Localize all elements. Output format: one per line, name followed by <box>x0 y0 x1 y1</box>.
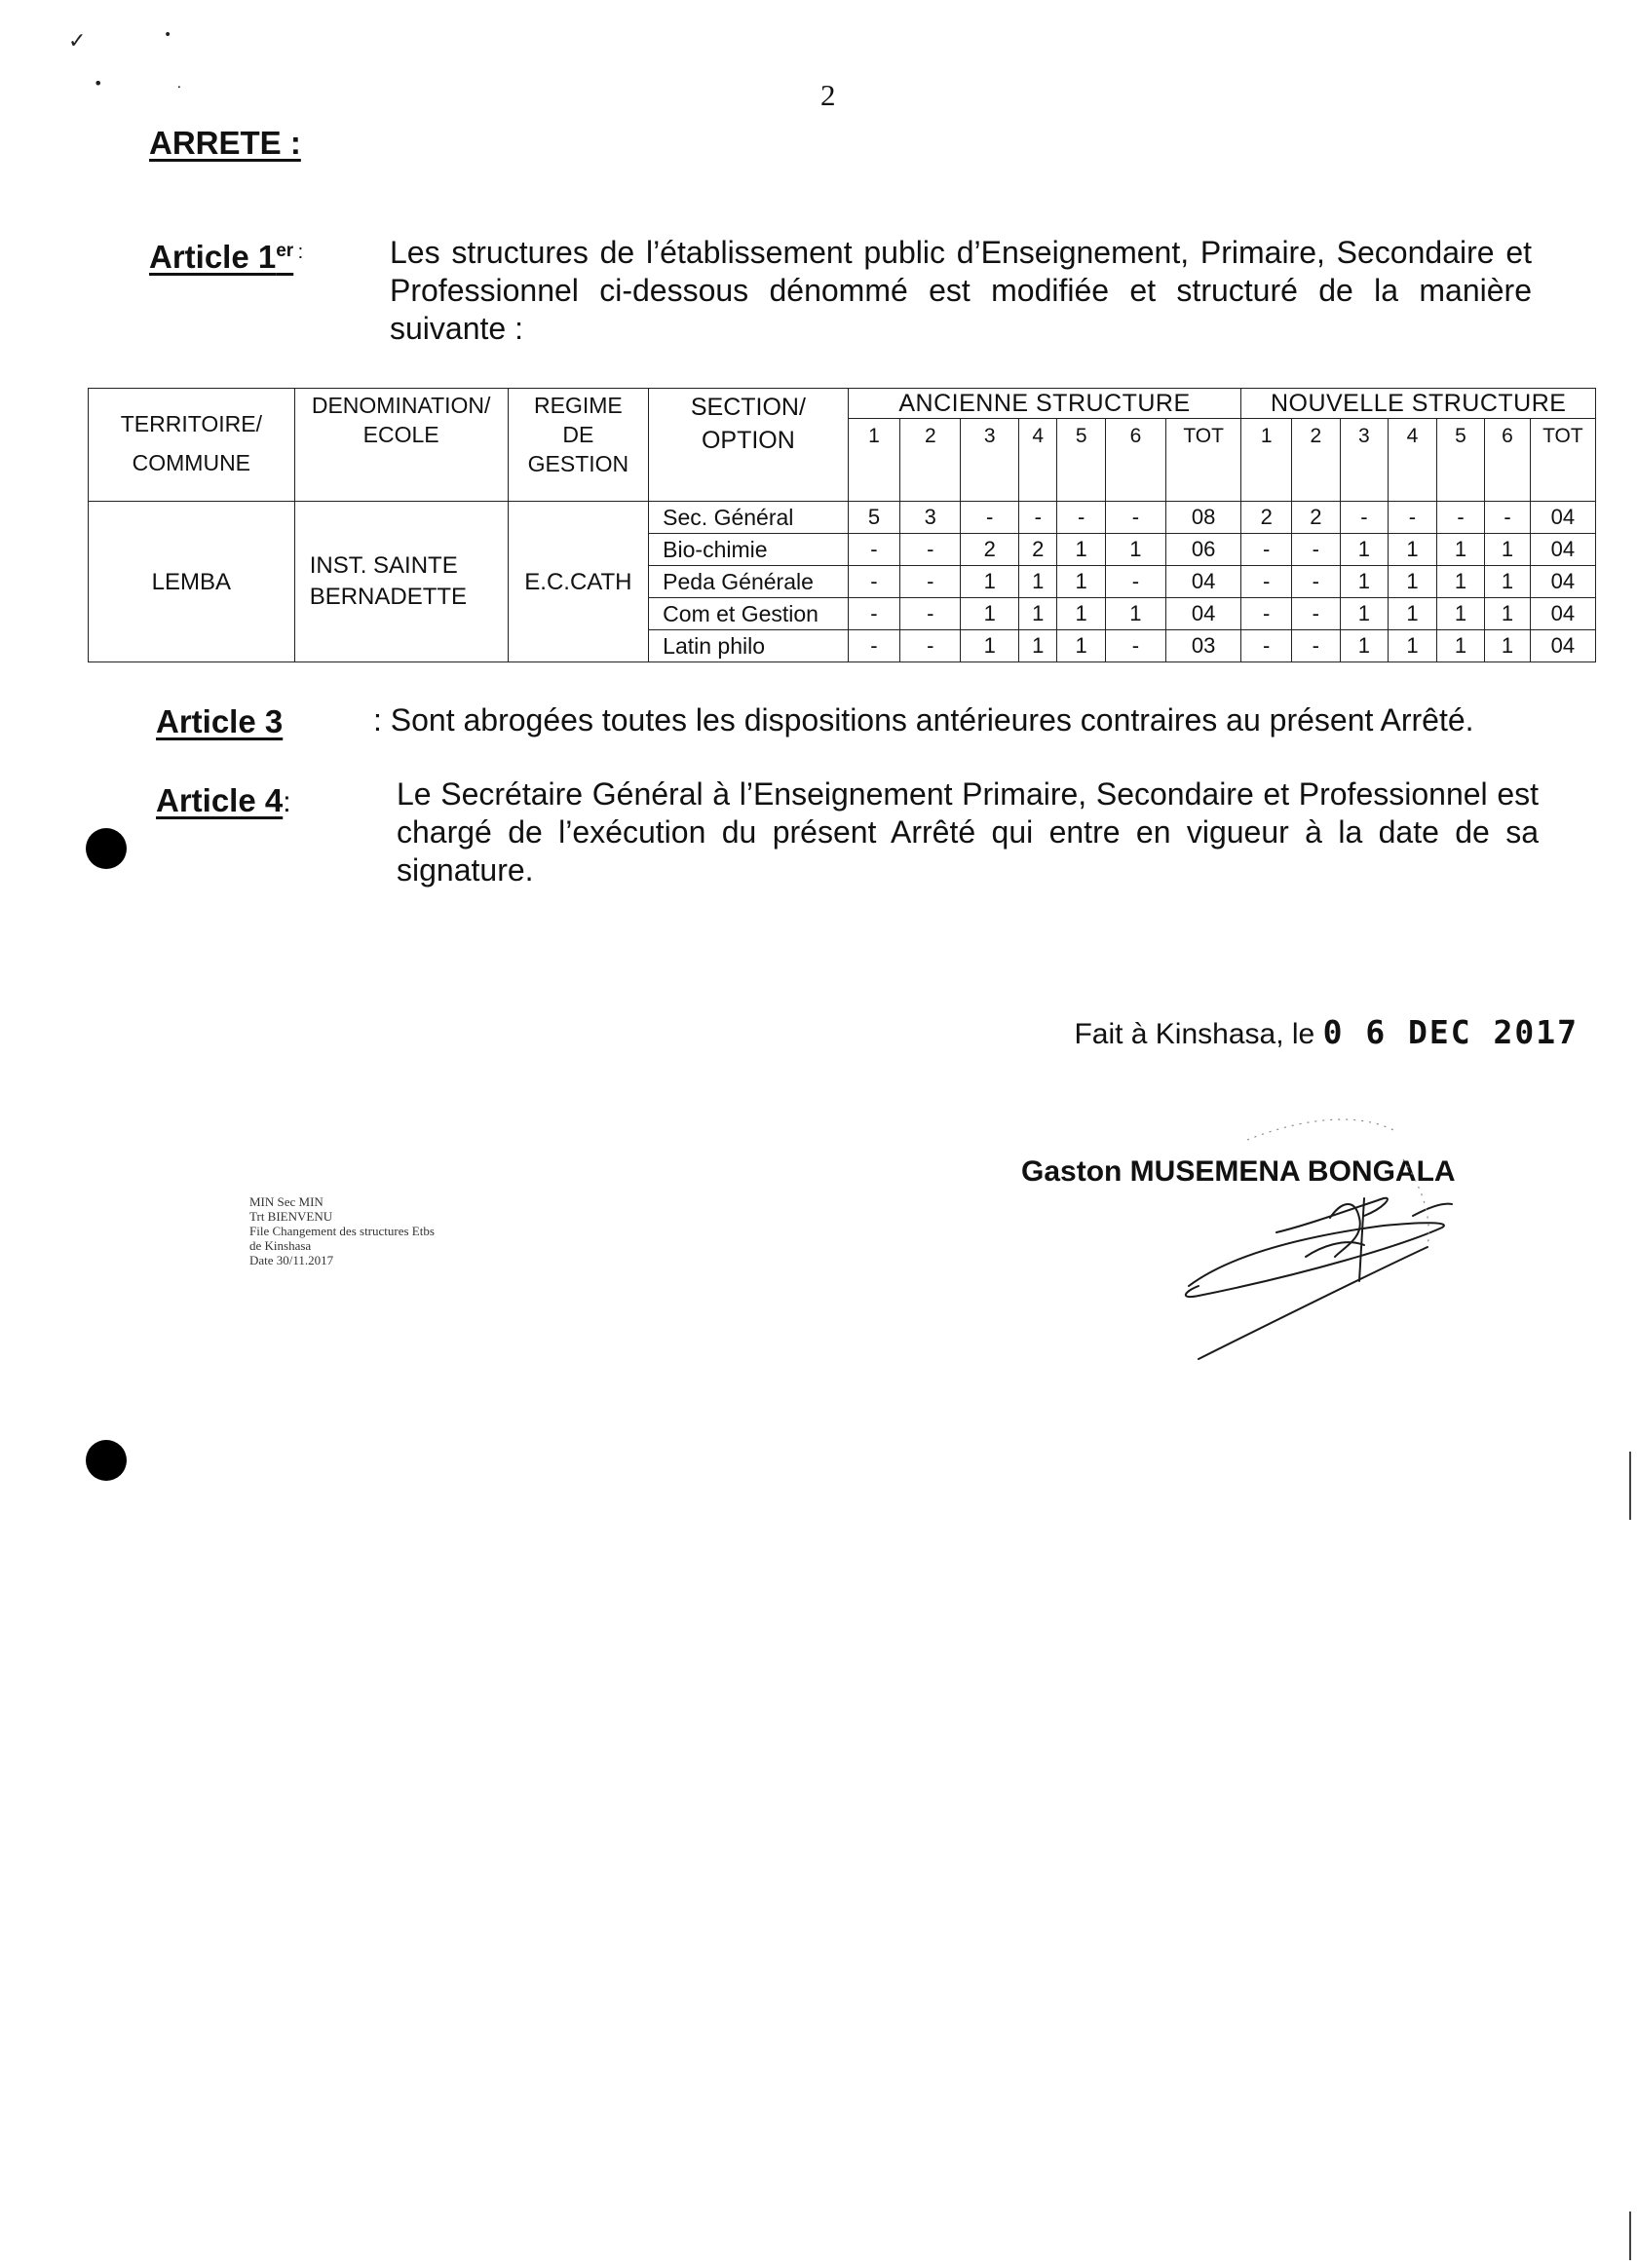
date-stamp: 0 6 DEC 2017 <box>1322 1013 1579 1051</box>
ecole-cell: INST. SAINTE BERNADETTE <box>294 502 508 662</box>
article-3-label: Article 3 <box>156 703 284 739</box>
nouvelle-cell: 1 <box>1389 566 1437 598</box>
ancienne-cell: - <box>848 566 900 598</box>
article-1-text: Les structures de l’établissement public d’Enseignement, Primaire, Secondaire et Professionnel ci-dessous dénommé est modifiée et structuré de la manière suivante : <box>390 235 1532 346</box>
reference-line: MIN Sec MIN <box>249 1194 324 1209</box>
nouvelle-cell: - <box>1292 598 1341 630</box>
nouvelle-cell: 1 <box>1389 598 1437 630</box>
ancienne-total-cell: 08 <box>1165 502 1241 534</box>
ancienne-cell: 1 <box>961 630 1019 662</box>
ancienne-cell: - <box>848 598 900 630</box>
signer-name: Gaston MUSEMENA BONGALA <box>1021 1155 1456 1188</box>
header-year: 5 <box>1436 419 1485 502</box>
nouvelle-cell: - <box>1389 502 1437 534</box>
header-year: 4 <box>1389 419 1437 502</box>
option-cell: Com et Gestion <box>649 598 848 630</box>
ancienne-total-cell: 03 <box>1165 630 1241 662</box>
header-section: SECTION/ OPTION <box>649 389 848 502</box>
option-cell: Peda Générale <box>649 566 848 598</box>
ancienne-cell: - <box>848 534 900 566</box>
ancienne-cell: 1 <box>1105 598 1165 630</box>
nouvelle-cell: - <box>1241 534 1292 566</box>
ancienne-cell: 2 <box>1019 534 1057 566</box>
decree-heading: ARRETE : <box>149 125 301 161</box>
ancienne-cell: - <box>1105 630 1165 662</box>
nouvelle-cell: - <box>1436 502 1485 534</box>
nouvelle-cell: 1 <box>1340 598 1389 630</box>
header-year: 2 <box>900 419 961 502</box>
ancienne-cell: 1 <box>1019 630 1057 662</box>
header-year: 3 <box>1340 419 1389 502</box>
ancienne-total-cell: 06 <box>1165 534 1241 566</box>
ancienne-cell: 1 <box>1057 566 1106 598</box>
nouvelle-cell: 1 <box>1340 566 1389 598</box>
header-territoire: TERRITOIRE/ COMMUNE <box>89 389 295 502</box>
header-ancienne-structure: ANCIENNE STRUCTURE <box>848 389 1241 419</box>
punch-hole <box>86 1440 127 1481</box>
ancienne-cell: 1 <box>1105 534 1165 566</box>
regime-cell: E.C.CATH <box>508 502 649 662</box>
ancienne-cell: 3 <box>900 502 961 534</box>
nouvelle-cell: 1 <box>1436 566 1485 598</box>
signature <box>1160 1101 1510 1374</box>
nouvelle-cell: 1 <box>1485 566 1530 598</box>
header-denomination: DENOMINATION/ ECOLE <box>294 389 508 502</box>
territoire-cell: LEMBA <box>89 502 295 662</box>
reference-line: de Kinshasa <box>249 1238 312 1253</box>
structure-table <box>88 388 1596 662</box>
reference-block <box>249 1194 435 1267</box>
header-year: 6 <box>1485 419 1530 502</box>
header-year: 3 <box>961 419 1019 502</box>
scan-edge <box>1629 2211 1631 2260</box>
ancienne-cell: 2 <box>961 534 1019 566</box>
header-total: TOT <box>1165 419 1241 502</box>
header-year: 5 <box>1057 419 1106 502</box>
nouvelle-total-cell: 04 <box>1530 566 1595 598</box>
ancienne-cell: - <box>848 630 900 662</box>
header-total: TOT <box>1530 419 1595 502</box>
scan-edge <box>1629 1452 1631 1520</box>
ancienne-cell: 1 <box>1019 566 1057 598</box>
nouvelle-cell: - <box>1292 566 1341 598</box>
nouvelle-cell: 1 <box>1485 630 1530 662</box>
nouvelle-total-cell: 04 <box>1530 502 1595 534</box>
nouvelle-cell: 1 <box>1485 598 1530 630</box>
header-year: 2 <box>1292 419 1341 502</box>
ancienne-cell: - <box>900 534 961 566</box>
header-regime: REGIME DE GESTION <box>508 389 649 502</box>
nouvelle-cell: - <box>1241 598 1292 630</box>
ancienne-cell: 1 <box>961 566 1019 598</box>
nouvelle-cell: 1 <box>1340 630 1389 662</box>
nouvelle-cell: 1 <box>1436 598 1485 630</box>
article-4-text: Le Secrétaire Général à l’Enseignement Primaire, Secondaire et Professionnel est chargé de l’exécution du présent Arrêté qui entre en vigueur à la date de sa signature. <box>397 776 1539 888</box>
scan-mark: • <box>164 27 172 43</box>
nouvelle-cell: - <box>1292 630 1341 662</box>
nouvelle-cell: 1 <box>1340 534 1389 566</box>
header-year: 1 <box>1241 419 1292 502</box>
nouvelle-cell: - <box>1241 630 1292 662</box>
page-number: 2 <box>820 78 836 112</box>
scan-mark: ✓ <box>68 29 87 54</box>
nouvelle-cell: - <box>1485 502 1530 534</box>
ancienne-cell: - <box>1057 502 1106 534</box>
reference-line: Trt BIENVENU <box>249 1209 333 1224</box>
nouvelle-cell: 2 <box>1241 502 1292 534</box>
ancienne-cell: 1 <box>1057 534 1106 566</box>
nouvelle-cell: 1 <box>1485 534 1530 566</box>
ancienne-total-cell: 04 <box>1165 598 1241 630</box>
nouvelle-cell: 2 <box>1292 502 1341 534</box>
nouvelle-cell: 1 <box>1389 534 1437 566</box>
ancienne-cell: 1 <box>1057 598 1106 630</box>
header-year: 4 <box>1019 419 1057 502</box>
option-cell: Sec. Général <box>649 502 848 534</box>
nouvelle-total-cell: 04 <box>1530 534 1595 566</box>
nouvelle-total-cell: 04 <box>1530 630 1595 662</box>
article-1-label: Article 1er : <box>149 239 304 275</box>
ancienne-cell: - <box>900 566 961 598</box>
place-and-date: Fait à Kinshasa, le 0 6 DEC 2017 <box>1074 1013 1579 1051</box>
table-row <box>89 502 1596 534</box>
nouvelle-total-cell: 04 <box>1530 598 1595 630</box>
reference-line: File Changement des structures Etbs <box>249 1224 435 1238</box>
nouvelle-cell: 1 <box>1436 534 1485 566</box>
nouvelle-cell: - <box>1241 566 1292 598</box>
nouvelle-cell: 1 <box>1436 630 1485 662</box>
ancienne-cell: - <box>1105 502 1165 534</box>
option-cell: Latin philo <box>649 630 848 662</box>
ancienne-cell: 5 <box>848 502 900 534</box>
punch-hole <box>86 828 127 869</box>
header-nouvelle-structure: NOUVELLE STRUCTURE <box>1241 389 1596 419</box>
ancienne-cell: 1 <box>1019 598 1057 630</box>
article-4-label: Article 4: <box>156 782 291 818</box>
ancienne-cell: - <box>900 630 961 662</box>
header-year: 6 <box>1105 419 1165 502</box>
nouvelle-cell: - <box>1340 502 1389 534</box>
reference-line: Date 30/11.2017 <box>249 1253 334 1267</box>
ancienne-cell: - <box>1105 566 1165 598</box>
ancienne-cell: - <box>900 598 961 630</box>
ancienne-cell: - <box>1019 502 1057 534</box>
ancienne-total-cell: 04 <box>1165 566 1241 598</box>
ancienne-cell: 1 <box>961 598 1019 630</box>
nouvelle-cell: 1 <box>1389 630 1437 662</box>
ancienne-cell: - <box>961 502 1019 534</box>
header-year: 1 <box>848 419 900 502</box>
article-3-text: : Sont abrogées toutes les dispositions antérieures contraires au présent Arrêté. <box>373 702 1474 737</box>
ancienne-cell: 1 <box>1057 630 1106 662</box>
option-cell: Bio-chimie <box>649 534 848 566</box>
scan-mark: • <box>94 74 103 93</box>
nouvelle-cell: - <box>1292 534 1341 566</box>
scan-mark: ⸱ <box>177 80 181 95</box>
